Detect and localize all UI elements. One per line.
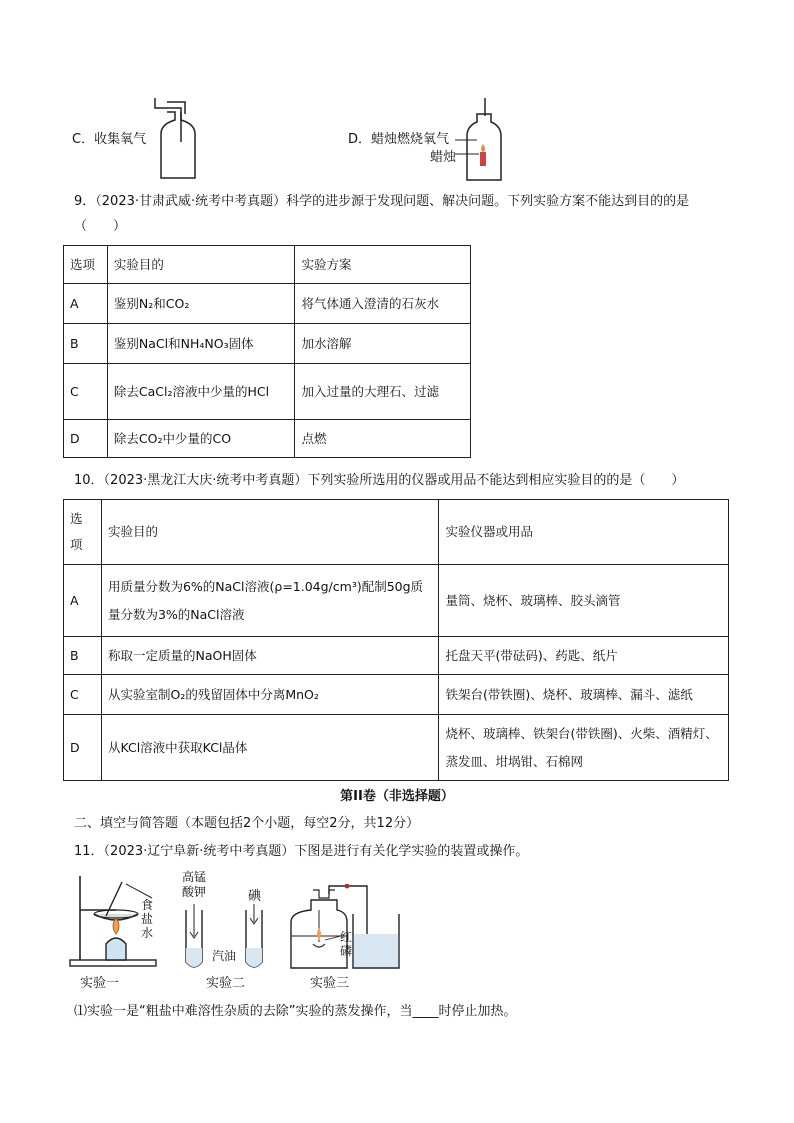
option-c [72,131,146,149]
purpose-cell: 用质量分数为6%的NaCl溶液(ρ=1.04g/cm³)配制50g质量分数为3%的NaCl溶液 [101,565,439,637]
volume-title: 第II卷（非选择题） [340,789,454,804]
table-row [64,565,729,637]
plan-cell: 加入过量的大理石、过滤 [295,364,471,420]
exp3-caption: 实验三 [310,976,350,991]
header-cell: 实验目的 [107,246,295,284]
q10-table [63,499,729,781]
table-row [64,284,471,324]
table-row [64,715,729,781]
table-row [64,420,471,458]
candle-in-bottle-icon [455,96,505,186]
exp2-tag-left: 高锰酸钾 [181,870,206,899]
table-row [64,637,729,675]
exp2-tag-solvent: 汽油 [212,949,237,963]
table-row [64,324,471,364]
exp1-tag: 食盐水 [140,898,153,940]
tools-cell: 托盘天平(带砝码)、药匙、纸片 [439,637,729,675]
q9-stem-line2: （ ） [74,219,127,234]
purpose-cell: 称取一定质量的NaOH固体 [101,637,439,675]
header-cell: 实验目的 [101,500,439,565]
purpose-cell: 从KCl溶液中获取KCl晶体 [101,715,439,781]
plan-cell: 点燃 [295,420,471,458]
table-header-row [64,500,729,565]
option-cell: A [64,565,102,637]
tools-cell: 烧杯、玻璃棒、铁架台(带铁圈)、火柴、酒精灯、蒸发皿、坩埚钳、石棉网 [439,715,729,781]
option-d-label: 蜡烛燃烧氧气 [371,132,450,147]
option-cell: B [64,637,102,675]
part-title: 二、填空与简答题（本题包括2个小题，每空2分，共12分） [74,816,420,831]
header-cell: 选项 [64,500,102,565]
exp3-tag: 红磷 [340,930,353,958]
header-cell: 实验方案 [295,246,471,284]
header-cell: 选项 [64,246,108,284]
q10-stem: 10．（2023·黑龙江大庆·统考中考真题）下列实验所选用的仪器或用品不能达到相应实验目的的是（ ） [74,473,685,488]
option-cell: C [64,364,108,420]
tools-cell: 铁架台(带铁圈)、烧杯、玻璃棒、漏斗、滤纸 [439,675,729,715]
tools-cell: 量筒、烧杯、玻璃棒、胶头滴管 [439,565,729,637]
exp2-tag-right: 碘 [248,889,262,904]
exp2-caption: 实验二 [206,976,246,991]
option-d-letter: D． [348,132,372,147]
candle-tag: 蜡烛 [430,150,457,165]
q9-table [63,245,471,458]
option-cell: D [64,715,102,781]
purpose-cell: 从实验室制O₂的残留固体中分离MnO₂ [101,675,439,715]
table-row [64,364,471,420]
option-c-label: 收集氧气 [94,132,147,147]
purpose-cell: 鉴别N₂和CO₂ [107,284,295,324]
q11-sub1: ⑴实验一是“粗盐中难溶性杂质的去除”实验的蒸发操作，当____时停止加热。 [74,1004,517,1019]
evaporation-setup-icon [66,870,176,974]
option-cell: D [64,420,108,458]
table-row [64,675,729,715]
gas-collection-bottle-icon [145,92,205,184]
purpose-cell: 鉴别NaCl和NH₄NO₃固体 [107,324,295,364]
plan-cell: 加水溶解 [295,324,471,364]
red-phosphorus-setup-icon [285,884,405,974]
purpose-cell: 除去CO₂中少量的CO [107,420,295,458]
plan-cell: 将气体通入澄清的石灰水 [295,284,471,324]
option-d [348,131,449,149]
table-header-row [64,246,471,284]
header-cell: 实验仪器或用品 [439,500,729,565]
option-c-letter: C． [72,132,95,147]
purpose-cell: 除去CaCl₂溶液中少量的HCl [107,364,295,420]
option-cell: B [64,324,108,364]
exp1-caption: 实验一 [80,976,120,991]
q11-stem: 11．（2023·辽宁阜新·统考中考真题）下图是进行有关化学实验的装置或操作。 [74,844,529,859]
option-cell: A [64,284,108,324]
option-cell: C [64,675,102,715]
q9-stem-line1: 9．（2023·甘肃武威·统考中考真题）科学的进步源于发现问题、解决问题。下列实验方案不能达到目的的是 [74,194,690,209]
